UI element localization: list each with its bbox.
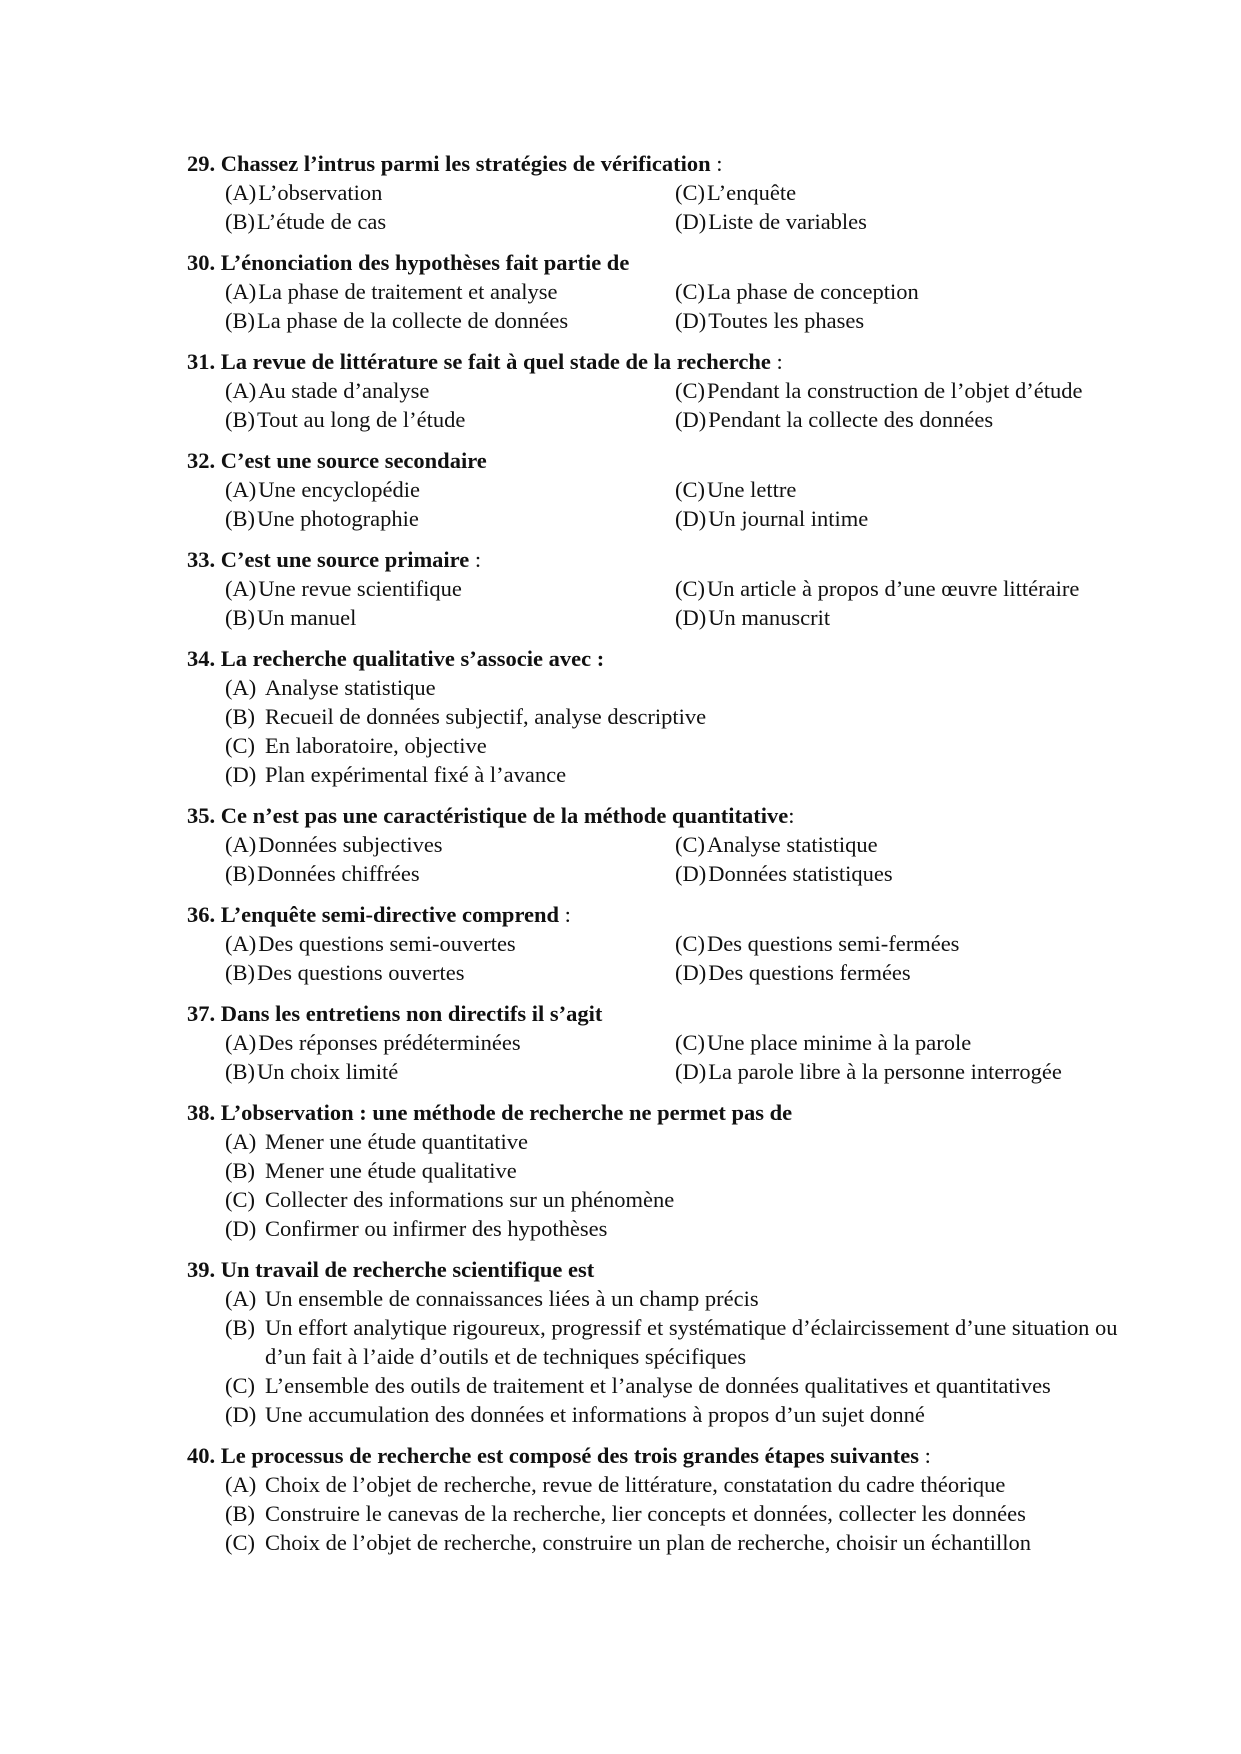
answer-options [225, 830, 1147, 888]
answer-option-d [225, 1400, 1125, 1429]
option-text: Une lettre [707, 477, 797, 502]
answer-option-a [225, 1028, 675, 1057]
option-label: (A) [225, 931, 257, 956]
answer-option-c [675, 1028, 1147, 1057]
question-title [187, 545, 1147, 574]
question-32 [187, 446, 1147, 533]
question-38 [187, 1098, 1147, 1243]
option-label: (C) [675, 477, 705, 502]
answer-option-c [675, 178, 1147, 207]
answer-options [225, 376, 1147, 434]
question-30 [187, 248, 1147, 335]
question-title [187, 801, 1147, 830]
answer-option-c [675, 830, 1147, 859]
option-label: (B) [225, 308, 255, 333]
answer-option-a [225, 178, 675, 207]
answer-option-a [225, 1470, 1125, 1499]
option-text: Liste de variables [708, 209, 867, 234]
question-title [187, 248, 1147, 277]
question-suffix: : [788, 803, 795, 828]
option-label: (A) [225, 279, 257, 304]
option-text: Recueil de données subjectif, analyse descriptive [265, 704, 707, 729]
option-text: L’ensemble des outils de traitement et l’analyse de données qualitatives et quantitatives [265, 1373, 1051, 1398]
option-label: (A) [225, 378, 257, 403]
answer-option-b [225, 702, 1125, 731]
option-label: (D) [675, 1059, 707, 1084]
option-text: Des questions semi-ouvertes [258, 931, 516, 956]
option-text: Un choix limité [257, 1059, 399, 1084]
answer-option-a [225, 277, 675, 306]
option-text: Une revue scientifique [258, 576, 462, 601]
answer-option-c [225, 1371, 1125, 1400]
option-text: L’observation [258, 180, 383, 205]
option-text: Données subjectives [258, 832, 443, 857]
question-title [187, 347, 1147, 376]
answer-options [225, 1470, 1125, 1557]
option-text: Tout au long de l’étude [257, 407, 466, 432]
question-title [187, 446, 1147, 475]
option-label: (C) [675, 378, 705, 403]
answer-option-c [225, 731, 1125, 760]
answer-option-b [225, 405, 675, 434]
answer-option-c [675, 376, 1147, 405]
answer-option-d [675, 603, 1147, 632]
option-text: Choix de l’objet de recherche, revue de littérature, constatation du cadre théorique [265, 1472, 1006, 1497]
question-number-and-text: 29. Chassez l’intrus parmi les stratégies de vérification [187, 151, 711, 176]
question-suffix: : [710, 151, 723, 176]
option-label: (A) [225, 1030, 257, 1055]
option-label: (A) [225, 576, 257, 601]
option-text: Confirmer ou infirmer des hypothèses [265, 1216, 608, 1241]
option-text: Collecter des informations sur un phénomène [265, 1187, 675, 1212]
option-label: (D) [675, 506, 707, 531]
option-label: (B) [225, 704, 255, 729]
option-text: En laboratoire, objective [265, 733, 487, 758]
option-text: Une place minime à la parole [707, 1030, 972, 1055]
answer-option-b [225, 1057, 675, 1086]
answer-option-b [225, 859, 675, 888]
option-label: (B) [225, 506, 255, 531]
answer-option-d [675, 207, 1147, 236]
answer-option-a [225, 830, 675, 859]
answer-option-a [225, 475, 675, 504]
option-label: (B) [225, 605, 255, 630]
answer-option-d [675, 504, 1147, 533]
option-label: (B) [225, 861, 255, 886]
answer-options [225, 1284, 1125, 1429]
option-label: (B) [225, 209, 255, 234]
question-number-and-text: 39. Un travail de recherche scientifique est [187, 1257, 595, 1282]
option-text: Des réponses prédéterminées [258, 1030, 521, 1055]
option-text: L’enquête [707, 180, 797, 205]
option-label: (C) [675, 1030, 705, 1055]
answer-options [225, 673, 1125, 789]
option-text: Des questions fermées [708, 960, 911, 985]
answer-option-d [225, 1214, 1125, 1243]
question-number-and-text: 36. L’enquête semi-directive comprend [187, 902, 560, 927]
answer-option-d [675, 958, 1147, 987]
option-label: (D) [675, 605, 707, 630]
question-number-and-text: 31. La revue de littérature se fait à quel stade de la recherche [187, 349, 771, 374]
answer-option-d [675, 306, 1147, 335]
option-text: L’étude de cas [257, 209, 387, 234]
answer-option-c [225, 1185, 1125, 1214]
answer-option-b [225, 603, 675, 632]
question-suffix: : [919, 1443, 931, 1468]
option-label: (D) [675, 209, 707, 234]
option-label: (C) [225, 1530, 255, 1555]
question-number-and-text: 32. C’est une source secondaire [187, 448, 487, 473]
option-label: (D) [225, 1216, 257, 1241]
option-label: (C) [675, 576, 705, 601]
option-text: Des questions semi-fermées [707, 931, 960, 956]
answer-option-b [225, 1313, 1125, 1371]
answer-option-c [675, 574, 1147, 603]
option-text: Analyse statistique [265, 675, 436, 700]
question-number-and-text: 34. La recherche qualitative s’associe avec : [187, 646, 605, 671]
option-label: (A) [225, 477, 257, 502]
answer-options [225, 277, 1147, 335]
option-label: (A) [225, 675, 257, 700]
question-35 [187, 801, 1147, 888]
question-title [187, 900, 1147, 929]
question-suffix: : [559, 902, 571, 927]
answer-option-a [225, 929, 675, 958]
option-text: Pendant la collecte des données [708, 407, 994, 432]
question-title [187, 1098, 1147, 1127]
option-label: (C) [675, 180, 705, 205]
question-number-and-text: 30. L’énonciation des hypothèses fait partie de [187, 250, 630, 275]
option-text: Un article à propos d’une œuvre littéraire [707, 576, 1080, 601]
answer-option-b [225, 958, 675, 987]
option-label: (C) [675, 931, 705, 956]
answer-options [225, 178, 1147, 236]
question-title [187, 999, 1147, 1028]
question-36 [187, 900, 1147, 987]
question-number-and-text: 40. Le processus de recherche est composé des trois grandes étapes suivantes [187, 1443, 920, 1468]
option-label: (D) [225, 762, 257, 787]
question-33 [187, 545, 1147, 632]
option-label: (D) [675, 861, 707, 886]
option-label: (B) [225, 407, 255, 432]
option-label: (C) [675, 832, 705, 857]
option-label: (C) [225, 1373, 255, 1398]
answer-option-c [225, 1528, 1125, 1557]
option-text: Un journal intime [708, 506, 869, 531]
question-title [187, 149, 1147, 178]
option-label: (A) [225, 1472, 257, 1497]
option-text: Un effort analytique rigoureux, progressif et systématique d’éclaircissement d’une situation ou d’un fait à l’aide d’outils et de techniques spécifiques [265, 1315, 1118, 1369]
option-label: (D) [675, 308, 707, 333]
option-label: (D) [675, 960, 707, 985]
question-title [187, 1255, 1147, 1284]
answer-option-a [225, 376, 675, 405]
answer-option-a [225, 1284, 1125, 1313]
option-text: Analyse statistique [707, 832, 878, 857]
option-label: (C) [225, 733, 255, 758]
option-label: (D) [675, 407, 707, 432]
option-label: (B) [225, 1059, 255, 1084]
option-text: Une accumulation des données et informations à propos d’un sujet donné [265, 1402, 925, 1427]
answer-option-b [225, 504, 675, 533]
answer-options [225, 574, 1147, 632]
option-label: (B) [225, 1158, 255, 1183]
option-text: Au stade d’analyse [258, 378, 430, 403]
question-40 [187, 1441, 1147, 1557]
option-label: (B) [225, 960, 255, 985]
question-37 [187, 999, 1147, 1086]
option-label: (A) [225, 1286, 257, 1311]
option-label: (D) [225, 1402, 257, 1427]
answer-option-d [225, 760, 1125, 789]
question-number-and-text: 37. Dans les entretiens non directifs il s’agit [187, 1001, 603, 1026]
question-34 [187, 644, 1147, 789]
option-text: La phase de la collecte de données [257, 308, 569, 333]
answer-option-d [675, 405, 1147, 434]
option-label: (B) [225, 1501, 255, 1526]
option-label: (A) [225, 1129, 257, 1154]
question-29 [187, 149, 1147, 236]
option-label: (B) [225, 1315, 255, 1340]
answer-options [225, 1028, 1147, 1086]
answer-options [225, 1127, 1125, 1243]
question-number-and-text: 35. Ce n’est pas une caractéristique de la méthode quantitative [187, 803, 789, 828]
question-31 [187, 347, 1147, 434]
question-39 [187, 1255, 1147, 1429]
option-text: Un ensemble de connaissances liées à un champ précis [265, 1286, 759, 1311]
answer-option-b [225, 1156, 1125, 1185]
answer-option-b [225, 1499, 1125, 1528]
answer-option-b [225, 306, 675, 335]
option-label: (C) [225, 1187, 255, 1212]
answer-option-d [675, 859, 1147, 888]
answer-option-a [225, 673, 1125, 702]
option-text: Toutes les phases [708, 308, 865, 333]
option-text: Plan expérimental fixé à l’avance [265, 762, 567, 787]
question-title [187, 1441, 1147, 1470]
question-number-and-text: 38. L’observation : une méthode de recherche ne permet pas de [187, 1100, 793, 1125]
option-text: Pendant la construction de l’objet d’étude [707, 378, 1083, 403]
option-text: Données chiffrées [257, 861, 420, 886]
answer-option-a [225, 1127, 1125, 1156]
option-text: Une encyclopédie [258, 477, 421, 502]
option-text: Mener une étude quantitative [265, 1129, 529, 1154]
option-text: La parole libre à la personne interrogée [708, 1059, 1062, 1084]
exam-page [187, 149, 1147, 1569]
answer-option-c [675, 929, 1147, 958]
option-text: Un manuel [257, 605, 357, 630]
option-label: (C) [675, 279, 705, 304]
answer-option-a [225, 574, 675, 603]
answer-options [225, 475, 1147, 533]
option-text: Un manuscrit [708, 605, 831, 630]
question-suffix: : [770, 349, 783, 374]
answer-option-c [675, 277, 1147, 306]
option-text: Des questions ouvertes [257, 960, 465, 985]
option-text: Choix de l’objet de recherche, construire un plan de recherche, choisir un échantillon [265, 1530, 1031, 1555]
option-text: Une photographie [257, 506, 419, 531]
option-text: Mener une étude qualitative [265, 1158, 517, 1183]
answer-option-b [225, 207, 675, 236]
question-title [187, 644, 1147, 673]
question-number-and-text: 33. C’est une source primaire [187, 547, 470, 572]
option-text: La phase de conception [707, 279, 919, 304]
answer-option-d [675, 1057, 1147, 1086]
option-text: Construire le canevas de la recherche, lier concepts et données, collecter les données [265, 1501, 1026, 1526]
answer-option-c [675, 475, 1147, 504]
answer-options [225, 929, 1147, 987]
option-text: La phase de traitement et analyse [258, 279, 558, 304]
option-label: (A) [225, 180, 257, 205]
question-suffix: : [469, 547, 482, 572]
option-label: (A) [225, 832, 257, 857]
option-text: Données statistiques [708, 861, 893, 886]
